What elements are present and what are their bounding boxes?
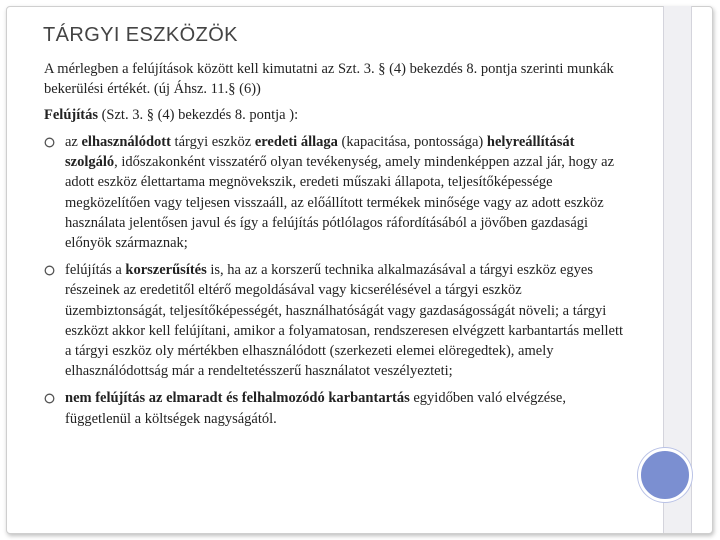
bullet-1-bold-2: eredeti állaga — [254, 134, 338, 150]
bullet-3-text-1: egyidőben való elvégzése, függetlenül a költségek nagyságától. — [65, 390, 566, 427]
subheading-rest: (Szt. 3. § (4) bekezdés 8. pontja ): — [97, 107, 299, 123]
bullet-item — [44, 260, 624, 381]
hollow-circle-bullet-icon — [44, 265, 55, 276]
bullet-2-text-1: felújítás a — [65, 262, 126, 279]
bullet-1-bold-3: helyreállítását szolgáló — [65, 134, 575, 171]
subheading-bold: Felújítás — [44, 107, 98, 123]
felujitas-subheading — [44, 105, 644, 125]
hollow-circle-bullet-icon — [44, 393, 55, 404]
bullet-3-bold-1: nem felújítás az elmaradt és felhalmozódó karbantartás — [65, 390, 410, 407]
bullet-1-text-3: (kapacitása, pontossága) — [337, 134, 487, 150]
hollow-circle-bullet-icon — [44, 137, 55, 148]
bullet-list — [44, 132, 624, 429]
bullet-1-text-1: az — [65, 134, 82, 150]
bullet-item — [44, 132, 624, 253]
bullet-2-bold-1: korszerűsítés — [125, 262, 207, 279]
bullet-2-text-2: is, ha az a korszerű technika alkalmazásával a tárgyi eszköz egyes részeinek az eredetitől eltérő megoldásával vagy kicserélésével a tárgyi eszköz üzembiztonságát, teljesítőképességét, használhatóságát vagy gazdaságosságát növeli; a tárgyi eszközt akkor kell felújítani, amikor a folyamatosan, rendszeresen elvégzett karbantartás mellett a tárgyi eszköz oly mértékben elhasználódott (szerkezeti elemei elöregedtek), amely elhasználódottság már a rendeltetésszerű használatot veszélyezteti; — [65, 262, 624, 380]
bullet-1-bold-1: elhasználódott — [81, 134, 171, 150]
intro-paragraph: A mérlegben a felújítások között kell kimutatni az Szt. 3. § (4) bekezdés 8. pontja szerinti munkák bekerülési értékét. (új Áhsz. 11.§ (6)) — [44, 61, 614, 97]
bullet-1-text-4: , időszakonként visszatérő olyan tevékenység, amely mindenképpen azzal jár, hogy az adott eszköz élettartama megnövekszik, eredeti műszaki állapota, teljesítőképessége megközelítően vagy teljesen visszaáll, az előállított termékek minősége vagy az adott eszköz használata jelentősen javul és így a felújítás pótlólagos ráfordításából a jövőben gazdasági előnyök származnak; — [65, 154, 615, 252]
slide-title: TÁRGYI ESZKÖZÖK — [43, 24, 238, 46]
bullet-1-text-2: tárgyi eszköz — [170, 134, 255, 150]
bullet-item — [44, 388, 624, 428]
blue-circle-icon — [638, 448, 692, 502]
